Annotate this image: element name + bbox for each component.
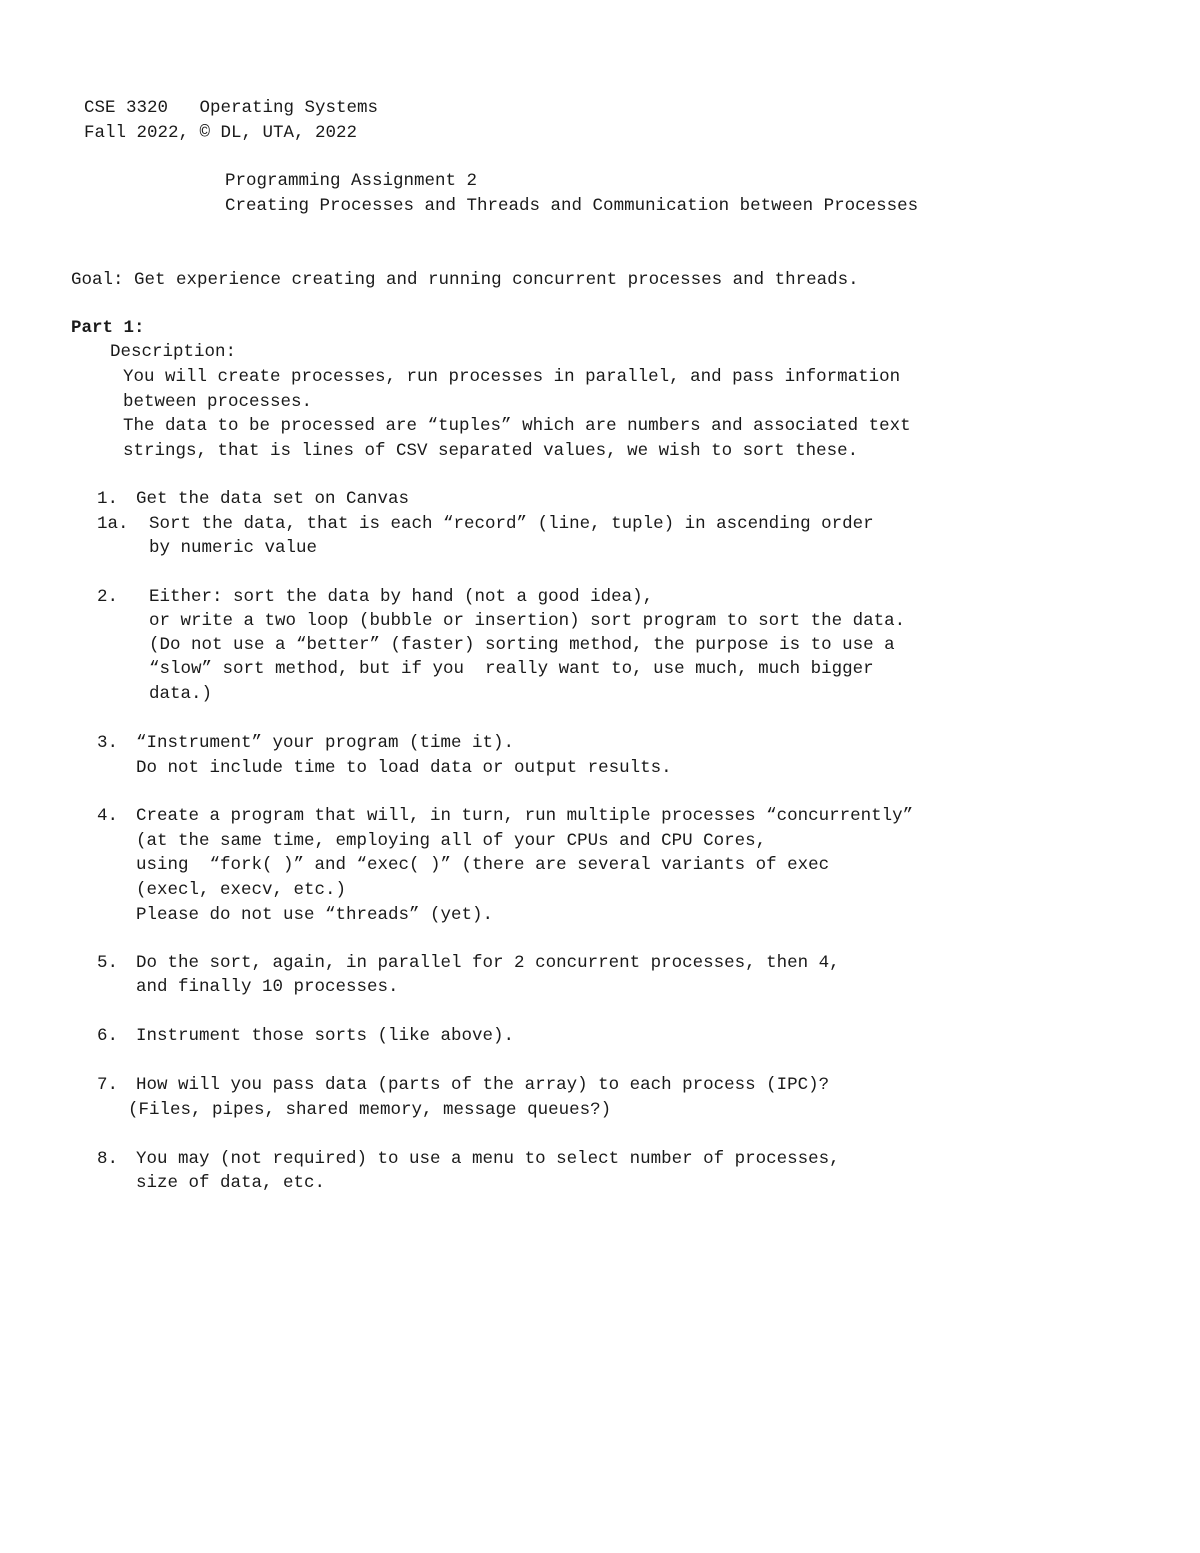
description-line: The data to be processed are “tuples” which are numbers and associated text [123,416,911,436]
course-line: CSE 3320 Operating Systems [84,98,379,118]
step-line: or write a two loop (bubble or insertion) sort program to sort the data. [149,611,906,631]
step-line: Sort the data, that is each “record” (line, tuple) in ascending order [149,514,874,534]
description-line: strings, that is lines of CSV separated values, we wish to sort these. [123,441,859,461]
step-number: 8. [97,1149,119,1169]
step-line: using “fork( )” and “exec( )” (there are several variants of exec [136,855,830,875]
step-line: Do not include time to load data or output results. [136,758,672,778]
step-number: 2. [97,587,119,607]
goal-line: Goal: Get experience creating and running concurrent processes and threads. [71,270,859,290]
step-number: 6. [97,1026,119,1046]
term-line: Fall 2022, © DL, UTA, 2022 [84,123,358,143]
description-label: Description: [110,342,237,362]
step-line: Either: sort the data by hand (not a good idea), [149,587,654,607]
step-line: by numeric value [149,538,318,558]
step-line: You may (not required) to use a menu to select number of processes, [136,1149,840,1169]
step-number: 4. [97,806,119,826]
step-line: Get the data set on Canvas [136,489,410,509]
step-line: How will you pass data (parts of the array) to each process (IPC)? [136,1075,830,1095]
step-line: Do the sort, again, in parallel for 2 concurrent processes, then 4, [136,953,840,973]
assignment-subtitle: Creating Processes and Threads and Communication between Processes [225,196,919,216]
step-line: (Files, pipes, shared memory, message queues?) [128,1100,612,1120]
step-number: 5. [97,953,119,973]
step-number: 3. [97,733,119,753]
description-line: between processes. [123,392,313,412]
step-line: (at the same time, employing all of your CPUs and CPU Cores, [136,831,767,851]
description-line: You will create processes, run processes in parallel, and pass information [123,367,901,387]
step-line: and finally 10 processes. [136,977,399,997]
step-number: 7. [97,1075,119,1095]
step-number: 1a. [97,514,129,534]
step-line: Instrument those sorts (like above). [136,1026,515,1046]
step-line: Please do not use “threads” (yet). [136,905,494,925]
part1-heading: Part 1: [71,318,145,338]
step-line: data.) [149,684,213,704]
step-line: Create a program that will, in turn, run multiple processes “concurrently” [136,806,914,826]
step-line: “slow” sort method, but if you really want to, use much, much bigger [149,659,874,679]
step-line: (execl, execv, etc.) [136,880,347,900]
step-line: “Instrument” your program (time it). [136,733,515,753]
step-line: (Do not use a “better” (faster) sorting method, the purpose is to use a [149,635,895,655]
step-line: size of data, etc. [136,1173,326,1193]
assignment-title: Programming Assignment 2 [225,171,478,191]
step-number: 1. [97,489,119,509]
